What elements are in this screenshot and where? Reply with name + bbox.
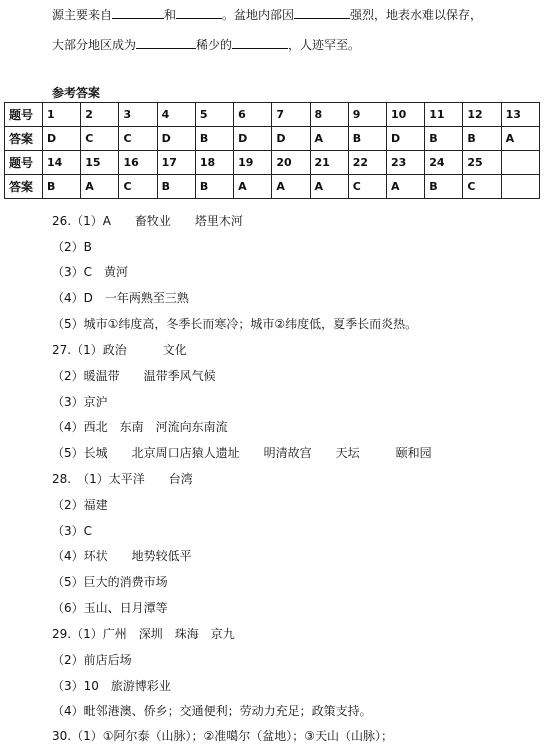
table-cell: D [157,127,195,151]
row-label: 答案 [5,175,43,199]
table-cell: A [234,175,272,199]
answer-line: 27.（1）政治 文化 [52,343,187,357]
answer-line: （3）10 旅游博彩业 [52,679,171,693]
table-row [5,127,540,151]
table-cell: B [195,175,233,199]
table-cell: D [386,127,424,151]
table-cell: 1 [43,103,81,127]
table-cell: 4 [157,103,195,127]
table-cell: B [43,175,81,199]
intro-text: 。盆地内部因 [222,8,295,22]
answer-line: （5）长城 北京周口店猿人遗址 明清故宫 天坛 颐和园 [52,446,432,460]
table-cell: A [81,175,119,199]
table-row [5,175,540,199]
intro-text: 强烈，地表水难以保存， [350,8,483,22]
table-cell: 12 [463,103,501,127]
table-cell: C [119,175,157,199]
table-cell: 14 [43,151,81,175]
fill-blank [136,36,196,49]
table-cell: D [43,127,81,151]
table-cell: 5 [195,103,233,127]
fill-blank [232,36,288,49]
answer-line: 28. （1）太平洋 台湾 [52,472,193,486]
table-cell: A [501,127,539,151]
intro-line-2 [52,36,360,53]
answer-line: （2）福建 [52,498,108,512]
answer-line: （3）C 黄河 [52,265,129,279]
table-cell: 9 [348,103,386,127]
answer-heading: 参考答案 [52,86,101,100]
table-cell: B [463,127,501,151]
row-label: 答案 [5,127,43,151]
table-cell: C [81,127,119,151]
table-cell: A [386,175,424,199]
answer-line: （2）暖温带 温带季风气候 [52,369,216,383]
table-cell: B [348,127,386,151]
table-cell: 16 [119,151,157,175]
table-row [5,103,540,127]
answer-line: （3）C [52,524,93,538]
table-cell: 20 [272,151,310,175]
table-cell: 25 [463,151,501,175]
table-cell: B [157,175,195,199]
table-cell: D [234,127,272,151]
answer-line: （4）毗邻港澳、侨乡；交通便利；劳动力充足；政策支持。 [52,704,372,718]
table-cell: 6 [234,103,272,127]
table-cell: 21 [310,151,348,175]
table-cell: 18 [195,151,233,175]
table-cell: 13 [501,103,539,127]
table-cell: A [310,127,348,151]
answer-line: （2）前店后场 [52,653,132,667]
table-cell: B [195,127,233,151]
row-label: 题号 [5,151,43,175]
table-cell: 3 [119,103,157,127]
intro-text: 源主要来自 [52,8,113,22]
table-cell: B [425,175,463,199]
table-cell: 2 [81,103,119,127]
answer-line: （4）西北 东南 河流向东南流 [52,420,228,434]
fill-blank [112,6,164,19]
intro-text: 大部分地区成为 [52,38,137,52]
table-cell: C [119,127,157,151]
answer-table [4,102,540,199]
answer-line: （4）环状 地势较低平 [52,549,192,563]
table-cell: 17 [157,151,195,175]
answer-line: （4）D 一年两熟至三熟 [52,291,189,305]
intro-line-1 [52,6,482,23]
table-cell [501,151,539,175]
table-cell: C [348,175,386,199]
answer-line: （2）B [52,240,92,254]
table-cell: 19 [234,151,272,175]
table-cell: 24 [425,151,463,175]
answer-line: 26.（1）A 畜牧业 塔里木河 [52,214,243,228]
table-cell: 8 [310,103,348,127]
intro-text: 和 [164,8,177,22]
fill-blank [176,6,222,19]
table-cell: 11 [425,103,463,127]
answer-line: 29.（1）广州 深圳 珠海 京九 [52,627,235,641]
table-cell: A [310,175,348,199]
table-cell: 23 [386,151,424,175]
table-cell: 7 [272,103,310,127]
table-cell [501,175,539,199]
table-row [5,151,540,175]
answer-line: 30.（1）①阿尔泰（山脉）；②准噶尔（盆地）；③天山（山脉）； [52,729,393,743]
intro-text: 稀少的 [196,38,233,52]
row-label: 题号 [5,103,43,127]
table-cell: 22 [348,151,386,175]
table-cell: D [272,127,310,151]
table-cell: B [425,127,463,151]
table-cell: 15 [81,151,119,175]
answer-line: （3）京沪 [52,395,108,409]
table-cell: A [272,175,310,199]
table-cell: 10 [386,103,424,127]
answer-line: （5）城市①纬度高，冬季长而寒冷；城市②纬度低，夏季长而炎热。 [52,317,418,331]
table-cell: C [463,175,501,199]
answer-line: （6）玉山、日月潭等 [52,601,168,615]
fill-blank [294,6,350,19]
intro-text: ，人迹罕至。 [288,38,361,52]
answer-line: （5）巨大的消费市场 [52,575,168,589]
